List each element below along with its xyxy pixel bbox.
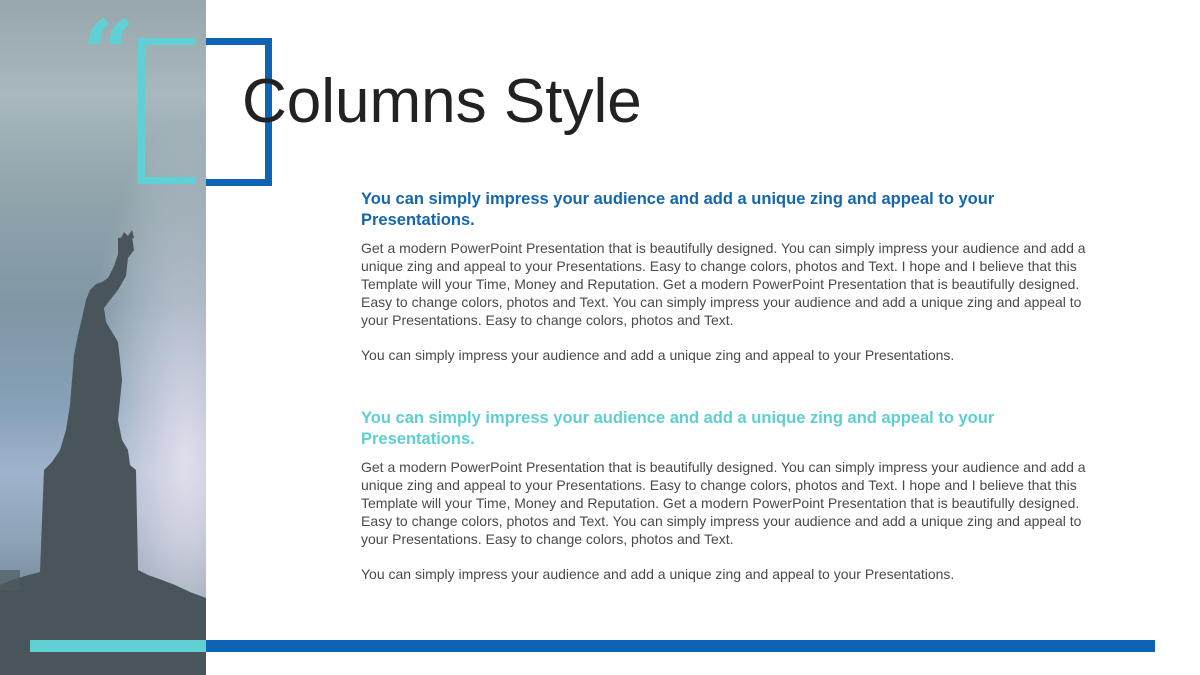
slide-title: Columns Style	[242, 67, 642, 136]
section-summary: You can simply impress your audience and add a unique zing and appeal to your Presentations.	[361, 347, 955, 363]
bracket-teal-left	[138, 38, 196, 184]
section-body: Get a modern PowerPoint Presentation that is beautifully designed. You can simply impress your audience and add a unique zing and appeal to your Presentations. Easy to change colors, photos and Text. I hope and I believe that this Template will your Time, Money and Reputation. Get a modern PowerPoint Presentation that is beautifully designed. Easy to change colors, photos and Text. You can simply impress your audience and add a unique zing and appeal to your Presentations. Easy to change colors, photos and Text.	[361, 459, 1086, 547]
text-section-2	[361, 408, 1091, 583]
footer-bar-blue	[206, 640, 1155, 652]
section-summary: You can simply impress your audience and add a unique zing and appeal to your Presentations.	[361, 566, 955, 582]
text-section-1	[361, 189, 1091, 364]
quote-icon: “	[82, 0, 135, 108]
section-heading: You can simply impress your audience and add a unique zing and appeal to your Presentations.	[361, 409, 995, 448]
section-body: Get a modern PowerPoint Presentation that is beautifully designed. You can simply impress your audience and add a unique zing and appeal to your Presentations. Easy to change colors, photos and Text. I hope and I believe that this Template will your Time, Money and Reputation. Get a modern PowerPoint Presentation that is beautifully designed. Easy to change colors, photos and Text. You can simply impress your audience and add a unique zing and appeal to your Presentations. Easy to change colors, photos and Text.	[361, 240, 1086, 328]
content-column	[361, 189, 1091, 600]
footer-bar-teal	[30, 640, 206, 652]
section-heading: You can simply impress your audience and add a unique zing and appeal to your Presentations.	[361, 190, 995, 229]
